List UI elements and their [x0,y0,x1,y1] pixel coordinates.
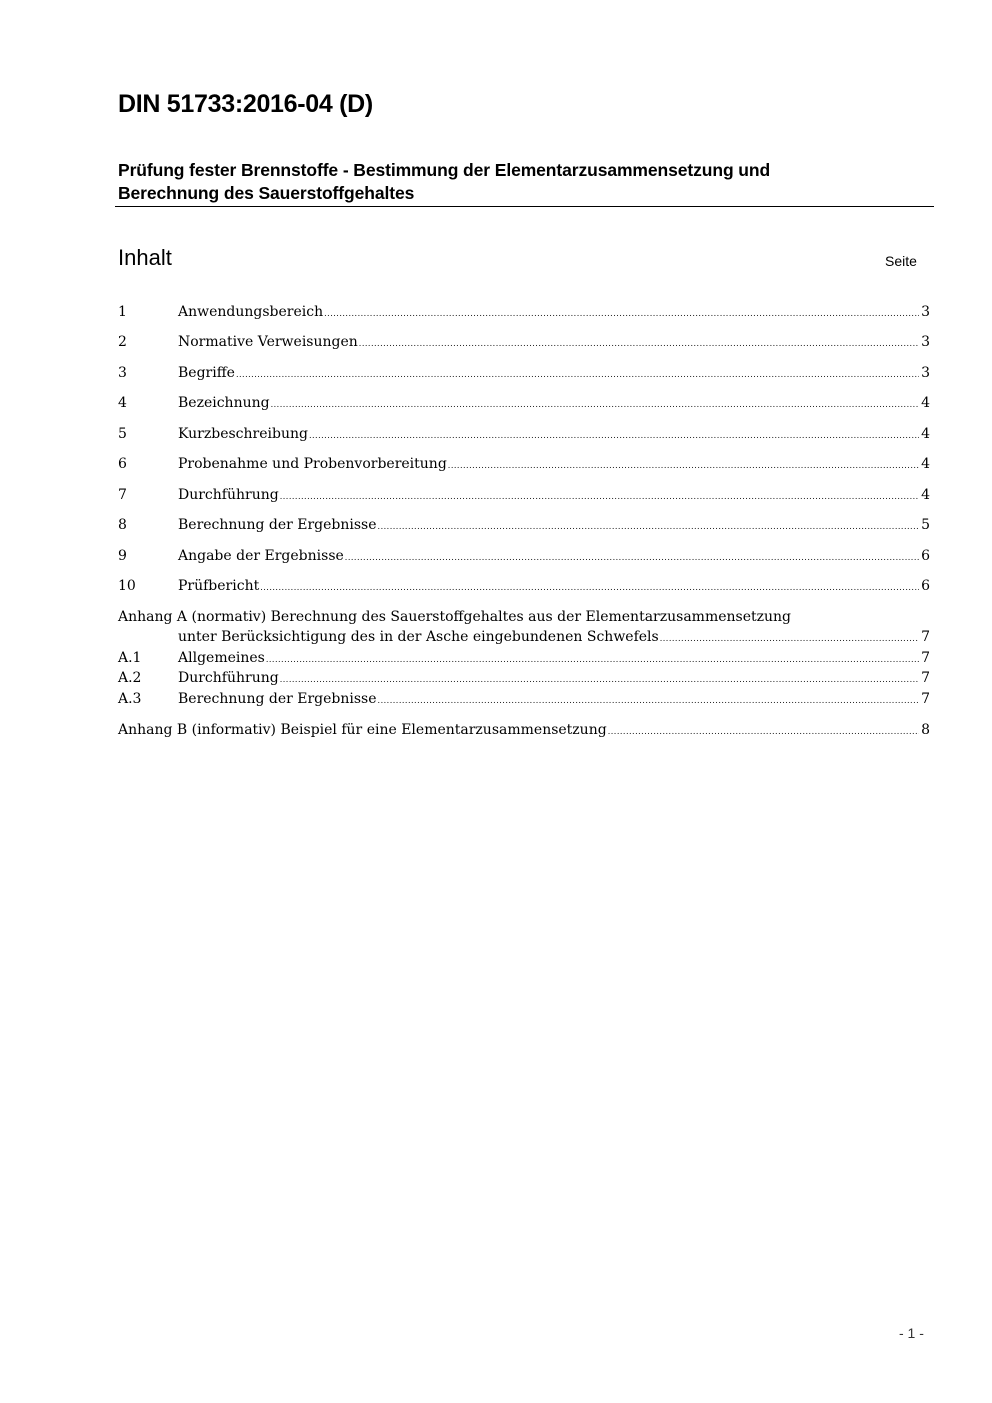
toc-entry-number: A.3 [118,691,142,707]
toc-leader-dots [271,395,919,415]
toc-leader-dots [280,487,919,507]
toc-annex-a-line-1: Anhang A (normativ) Berechnung des Sauerstoffgehaltes aus der Elementarzusammensetzung [118,609,791,625]
footer-page-number: - 1 - [899,1325,924,1341]
toc-leader-dots [378,691,919,711]
toc-entry[interactable] [118,515,930,535]
toc-leader-dots [608,722,919,742]
toc-entry-title: Durchführung [178,487,279,503]
toc-entry-page: 6 [921,578,930,594]
toc-entry-number: 3 [118,365,127,381]
toc-entry-number: 7 [118,487,127,503]
toc-annex-b-title: Anhang B (informativ) Beispiel für eine Elementarzusammensetzung [118,722,607,738]
toc-entry[interactable] [118,546,930,566]
toc-entry[interactable] [118,424,930,444]
toc-annex-a-line-2: unter Berücksichtigung des in der Asche eingebundenen Schwefels [178,629,659,645]
toc-leader-dots [359,334,919,354]
toc-entry-page: 4 [921,395,930,411]
subtitle-line-2: Berechnung des Sauerstoffgehaltes [118,183,415,203]
toc-leader-dots [236,365,919,385]
toc-entry-title: Berechnung der Ergebnisse [178,691,377,707]
toc-entry[interactable] [118,393,930,413]
toc-entry[interactable] [118,302,930,322]
document-id: DIN 51733:2016-04 (D) [118,90,373,118]
toc-entry[interactable] [118,485,930,505]
toc-leader-dots [280,670,919,690]
toc-page-column-label: Seite [885,253,917,269]
toc-entry-title: Bezeichnung [178,395,270,411]
toc-leader-dots [260,578,919,598]
toc-entry-number: 4 [118,395,127,411]
toc-entry-page: 7 [921,629,930,645]
toc-entry[interactable] [118,576,930,596]
toc-entry-page: 7 [921,650,930,666]
toc-entry-number: A.1 [118,650,142,666]
toc-leader-dots [266,650,919,670]
toc-entry-title: Probenahme und Probenvorbereitung [178,456,447,472]
toc-entry-title: Angabe der Ergebnisse [178,548,344,564]
toc-entry-title: Kurzbeschreibung [178,426,308,442]
toc-entry-title: Begriffe [178,365,235,381]
toc-entry-page: 3 [921,365,930,381]
toc-subentry[interactable] [118,648,930,668]
toc-entry-title: Durchführung [178,670,279,686]
toc-leader-dots [345,548,919,568]
toc-entry-page: 7 [921,691,930,707]
toc-leader-dots [378,517,919,537]
toc-entry-title: Berechnung der Ergebnisse [178,517,377,533]
toc-entry[interactable] [118,363,930,383]
toc-subentry[interactable] [118,668,930,688]
toc-entry[interactable] [118,454,930,474]
document-subtitle [118,159,934,205]
toc-entry-number: 6 [118,456,127,472]
toc-entry-number: A.2 [118,670,142,686]
toc-entry-page: 7 [921,670,930,686]
toc-entry-number: 5 [118,426,127,442]
subtitle-line-1: Prüfung fester Brennstoffe - Bestimmung der Elementarzusammensetzung und [118,160,771,180]
toc-leader-dots [660,629,919,649]
toc-entry-number: 10 [118,578,136,594]
toc-entry-number: 2 [118,334,127,350]
toc-subentry[interactable] [118,689,930,709]
toc-entry-page: 4 [921,456,930,472]
toc-entry-page: 6 [921,548,930,564]
toc-leader-dots [448,456,919,476]
toc-entry[interactable] [118,332,930,352]
toc-entry-title: Prüfbericht [178,578,260,594]
toc-entry-number: 9 [118,548,127,564]
toc-annex-a-heading[interactable] [118,607,930,627]
toc-entry-title: Allgemeines [178,650,265,666]
toc-entry-title: Anwendungsbereich [178,304,324,320]
toc-entry-number: 1 [118,304,127,320]
toc-heading: Inhalt [118,245,172,270]
toc-leader-dots [309,426,919,446]
title-divider [115,206,934,207]
toc-entry-number: 8 [118,517,127,533]
toc-leader-dots [324,304,919,324]
toc-entry-page: 3 [921,334,930,350]
toc-entry-title: Normative Verweisungen [178,334,358,350]
toc-entry-page: 5 [921,517,930,533]
toc-entry-page: 4 [921,487,930,503]
toc-annex-a[interactable] [118,627,930,647]
toc-entry-page: 4 [921,426,930,442]
toc-annex-b[interactable] [118,720,930,740]
toc-entry-page: 3 [921,304,930,320]
toc-entry-page: 8 [921,722,930,738]
